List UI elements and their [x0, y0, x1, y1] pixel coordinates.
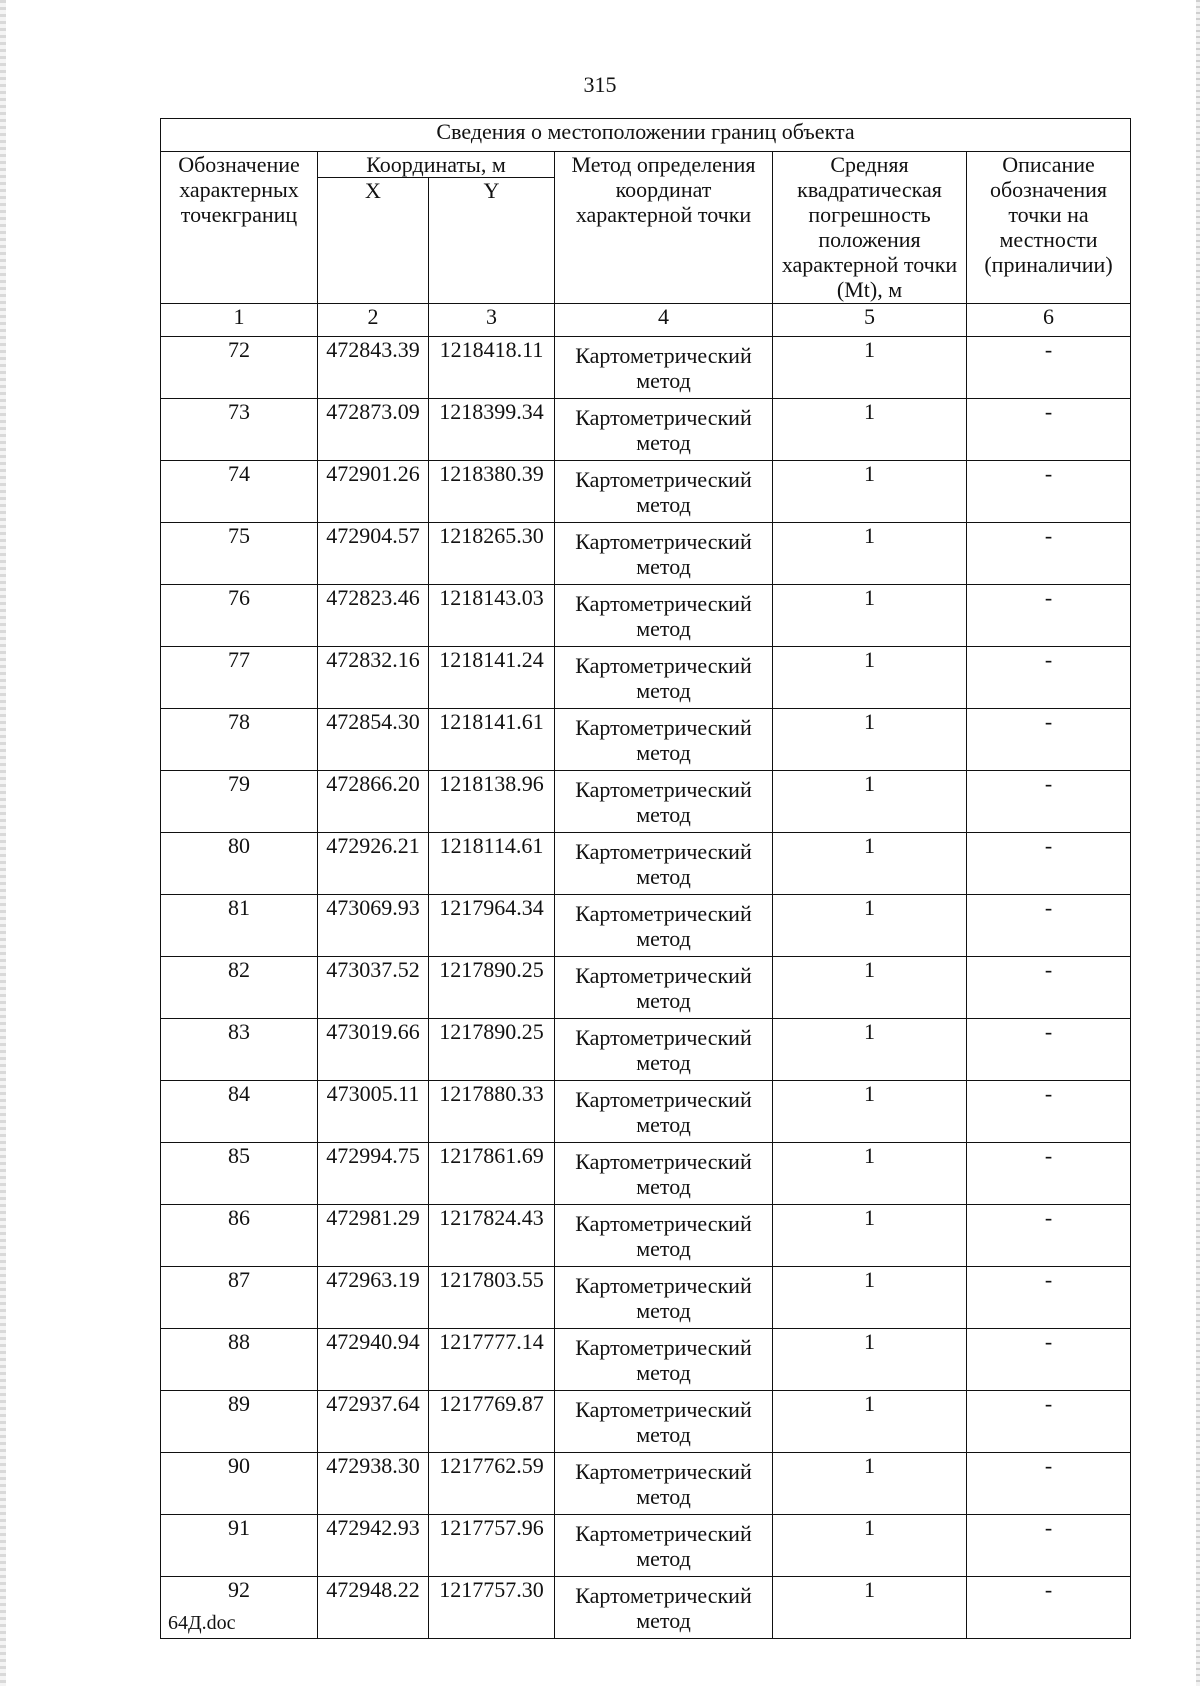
file-name-footer: 64Д.doc: [168, 1612, 236, 1634]
column-index: 5: [773, 304, 967, 337]
cell-x: 472948.22: [318, 1577, 429, 1639]
cell-description: -: [967, 1143, 1131, 1205]
cell-x: 472981.29: [318, 1205, 429, 1267]
cell-y: 1217757.96: [429, 1515, 555, 1577]
cell-description: -: [967, 957, 1131, 1019]
cell-method: Картометрический метод: [555, 1515, 773, 1577]
cell-method: Картометрический метод: [555, 1577, 773, 1639]
cell-point-number: 86: [161, 1205, 318, 1267]
cell-description: -: [967, 1577, 1131, 1639]
cell-x: 472904.57: [318, 523, 429, 585]
cell-mt: 1: [773, 1515, 967, 1577]
cell-y: 1218265.30: [429, 523, 555, 585]
cell-y: 1217890.25: [429, 1019, 555, 1081]
cell-method: Картометрический метод: [555, 1081, 773, 1143]
table-row: [161, 399, 1131, 461]
cell-mt: 1: [773, 895, 967, 957]
cell-y: 1217777.14: [429, 1329, 555, 1391]
cell-x: 472901.26: [318, 461, 429, 523]
table-row: [161, 1019, 1131, 1081]
cell-method: Картометрический метод: [555, 709, 773, 771]
cell-description: -: [967, 399, 1131, 461]
cell-y: 1217890.25: [429, 957, 555, 1019]
cell-x: 472832.16: [318, 647, 429, 709]
cell-y: 1217861.69: [429, 1143, 555, 1205]
cell-point-number: 78: [161, 709, 318, 771]
cell-mt: 1: [773, 1391, 967, 1453]
cell-description: -: [967, 585, 1131, 647]
cell-y: 1218380.39: [429, 461, 555, 523]
cell-method: Картометрический метод: [555, 523, 773, 585]
cell-x: 472938.30: [318, 1453, 429, 1515]
cell-mt: 1: [773, 709, 967, 771]
cell-mt: 1: [773, 1577, 967, 1639]
cell-mt: 1: [773, 1019, 967, 1081]
table-row: [161, 1391, 1131, 1453]
cell-x: 472940.94: [318, 1329, 429, 1391]
cell-description: -: [967, 1019, 1131, 1081]
cell-x: 472843.39: [318, 337, 429, 399]
cell-x: 472823.46: [318, 585, 429, 647]
cell-description: -: [967, 1329, 1131, 1391]
column-index: 6: [967, 304, 1131, 337]
cell-mt: 1: [773, 399, 967, 461]
table-row: [161, 647, 1131, 709]
table-row: [161, 1453, 1131, 1515]
cell-y: 1218418.11: [429, 337, 555, 399]
cell-y: 1217824.43: [429, 1205, 555, 1267]
cell-description: -: [967, 1515, 1131, 1577]
cell-description: -: [967, 709, 1131, 771]
cell-point-number: 82: [161, 957, 318, 1019]
cell-point-number: 80: [161, 833, 318, 895]
cell-mt: 1: [773, 647, 967, 709]
cell-point-number: 88: [161, 1329, 318, 1391]
cell-method: Картометрический метод: [555, 1453, 773, 1515]
cell-point-number: 79: [161, 771, 318, 833]
cell-description: -: [967, 1267, 1131, 1329]
cell-point-number: 85: [161, 1143, 318, 1205]
cell-x: 472873.09: [318, 399, 429, 461]
cell-method: Картометрический метод: [555, 1391, 773, 1453]
header-error: Средняя квадратическая погрешность положения характерной точки (Mt), м: [773, 152, 967, 304]
table-row: [161, 1143, 1131, 1205]
cell-description: -: [967, 1391, 1131, 1453]
cell-method: Картометрический метод: [555, 1143, 773, 1205]
cell-point-number: 83: [161, 1019, 318, 1081]
cell-x: 472866.20: [318, 771, 429, 833]
header-description: Описание обозначения точки на местности (приналичии): [967, 152, 1131, 304]
column-index: 2: [318, 304, 429, 337]
table-row: [161, 1577, 1131, 1639]
cell-description: -: [967, 647, 1131, 709]
cell-point-number: 75: [161, 523, 318, 585]
cell-description: -: [967, 1453, 1131, 1515]
table-row: [161, 771, 1131, 833]
cell-mt: 1: [773, 1267, 967, 1329]
table-row: [161, 337, 1131, 399]
cell-y: 1218141.61: [429, 709, 555, 771]
cell-mt: 1: [773, 1143, 967, 1205]
cell-method: Картометрический метод: [555, 337, 773, 399]
scan-edge-right: [1196, 0, 1200, 1686]
table-row: [161, 709, 1131, 771]
cell-description: -: [967, 337, 1131, 399]
cell-description: -: [967, 1081, 1131, 1143]
cell-mt: 1: [773, 957, 967, 1019]
boundary-points-table: [160, 118, 1131, 1639]
cell-mt: 1: [773, 337, 967, 399]
column-index: 3: [429, 304, 555, 337]
cell-point-number: 90: [161, 1453, 318, 1515]
cell-description: -: [967, 461, 1131, 523]
header-y: Y: [429, 178, 555, 304]
cell-y: 1217964.34: [429, 895, 555, 957]
cell-method: Картометрический метод: [555, 399, 773, 461]
cell-y: 1217762.59: [429, 1453, 555, 1515]
table-row: [161, 1515, 1131, 1577]
cell-mt: 1: [773, 771, 967, 833]
cell-point-number: 91: [161, 1515, 318, 1577]
cell-mt: 1: [773, 833, 967, 895]
cell-x: 472854.30: [318, 709, 429, 771]
cell-point-number: 92: [161, 1577, 318, 1639]
cell-mt: 1: [773, 1329, 967, 1391]
cell-x: 472994.75: [318, 1143, 429, 1205]
table-row: [161, 1205, 1131, 1267]
cell-method: Картометрический метод: [555, 647, 773, 709]
cell-x: 472926.21: [318, 833, 429, 895]
header-designation: Обозначение характерных точекграниц: [161, 152, 318, 304]
cell-mt: 1: [773, 523, 967, 585]
cell-x: 473019.66: [318, 1019, 429, 1081]
cell-y: 1217757.30: [429, 1577, 555, 1639]
table-row: [161, 523, 1131, 585]
table-row: [161, 1267, 1131, 1329]
table-row: [161, 1329, 1131, 1391]
column-index: 4: [555, 304, 773, 337]
cell-mt: 1: [773, 461, 967, 523]
cell-method: Картометрический метод: [555, 895, 773, 957]
cell-mt: 1: [773, 1205, 967, 1267]
cell-x: 473069.93: [318, 895, 429, 957]
column-index-row: [161, 304, 1131, 337]
table-row: [161, 895, 1131, 957]
cell-x: 472937.64: [318, 1391, 429, 1453]
cell-y: 1218399.34: [429, 399, 555, 461]
cell-method: Картометрический метод: [555, 833, 773, 895]
cell-y: 1217769.87: [429, 1391, 555, 1453]
header-method: Метод определения координат характерной точки: [555, 152, 773, 304]
cell-description: -: [967, 1205, 1131, 1267]
cell-point-number: 87: [161, 1267, 318, 1329]
cell-method: Картометрический метод: [555, 1205, 773, 1267]
cell-method: Картометрический метод: [555, 585, 773, 647]
cell-point-number: 77: [161, 647, 318, 709]
cell-x: 472942.93: [318, 1515, 429, 1577]
cell-point-number: 72: [161, 337, 318, 399]
cell-y: 1218143.03: [429, 585, 555, 647]
cell-method: Картометрический метод: [555, 1019, 773, 1081]
table-row: [161, 957, 1131, 1019]
table-row: [161, 1081, 1131, 1143]
header-x: X: [318, 178, 429, 304]
cell-method: Картометрический метод: [555, 1267, 773, 1329]
header-coordinates: Координаты, м: [318, 152, 555, 178]
cell-method: Картометрический метод: [555, 461, 773, 523]
cell-point-number: 89: [161, 1391, 318, 1453]
cell-y: 1218141.24: [429, 647, 555, 709]
page-number: 315: [583, 72, 617, 97]
cell-x: 472963.19: [318, 1267, 429, 1329]
cell-y: 1218138.96: [429, 771, 555, 833]
column-index: 1: [161, 304, 318, 337]
cell-point-number: 74: [161, 461, 318, 523]
table-caption: Сведения о местоположении границ объекта: [161, 119, 1131, 152]
table-row: [161, 833, 1131, 895]
cell-description: -: [967, 895, 1131, 957]
scan-edge-left: [0, 0, 6, 1686]
cell-point-number: 73: [161, 399, 318, 461]
cell-y: 1218114.61: [429, 833, 555, 895]
cell-mt: 1: [773, 1453, 967, 1515]
cell-description: -: [967, 833, 1131, 895]
cell-x: 473037.52: [318, 957, 429, 1019]
cell-method: Картометрический метод: [555, 1329, 773, 1391]
cell-method: Картометрический метод: [555, 957, 773, 1019]
cell-point-number: 81: [161, 895, 318, 957]
table-row: [161, 461, 1131, 523]
cell-y: 1217803.55: [429, 1267, 555, 1329]
cell-mt: 1: [773, 1081, 967, 1143]
cell-method: Картометрический метод: [555, 771, 773, 833]
table-row: [161, 585, 1131, 647]
cell-description: -: [967, 523, 1131, 585]
cell-y: 1217880.33: [429, 1081, 555, 1143]
cell-description: -: [967, 771, 1131, 833]
cell-mt: 1: [773, 585, 967, 647]
cell-point-number: 76: [161, 585, 318, 647]
cell-x: 473005.11: [318, 1081, 429, 1143]
cell-point-number: 84: [161, 1081, 318, 1143]
